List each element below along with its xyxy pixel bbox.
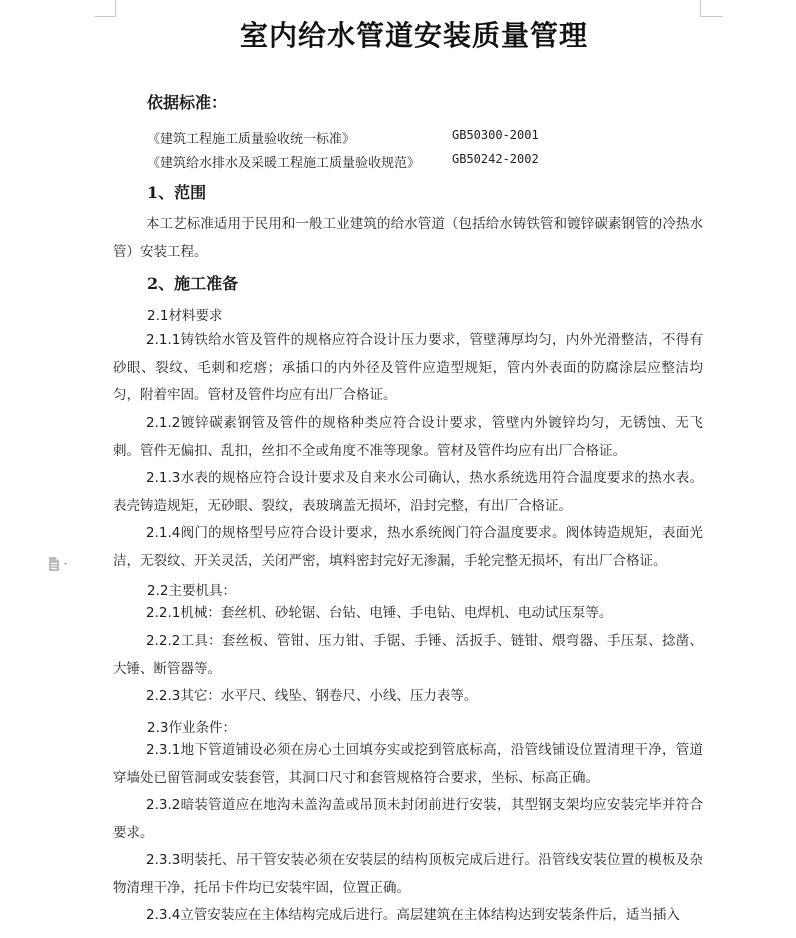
paragraph-2-2-2: 2.2.2工具：套丝板、管钳、压力钳、手锯、手锤、活扳手、链钳、煨弯器、手压泵、捻凿、大锤、断管器等。 (113, 633, 703, 677)
subheading-conditions: 2.3作业条件： (147, 720, 236, 736)
standard-name: 《建筑工程施工质量验收统一标准》 (147, 132, 356, 147)
paragraph-2-3-1: 2.3.1地下管道铺设必须在房心土回填夯实或挖到管底标高，沿管线铺设位置清理干净，管道穿墙处已留管洞或安装套管，其洞口尺寸和套管规格符合要求，坐标、标高正确。 (113, 742, 703, 786)
paragraph-2-1-2: 2.1.2镀锌碳素钢管及管件的规格种类应符合设计要求，管壁内外镀锌均匀，无锈蚀、无飞刺。管件无偏扣、乱扣，丝扣不全或角度不准等现象。管材及管件均应有出厂合格证。 (113, 415, 703, 459)
paragraph-2-2-1: 2.2.1机械：套丝机、砂轮锯、台钻、电锤、手电钻、电焊机、电动试压泵等。 (146, 605, 613, 621)
margin-document-button[interactable] (48, 556, 72, 570)
section-heading-scope: 1、范围 (147, 183, 207, 202)
standard-item (147, 152, 539, 171)
section-heading-preparation: 2、施工准备 (147, 274, 239, 293)
paragraph-2-1-1: 2.1.1铸铁给水管及管件的规格应符合设计压力要求，管壁薄厚均匀，内外光滑整洁，不得有砂眼、裂纹、毛刺和疙瘩；承插口的内外径及管件应造型规矩，管内外表面的防腐涂层应整洁均匀，附着牢固。管材及管件均应有出厂合格证。 (113, 332, 703, 403)
standard-item (147, 128, 539, 147)
basis-heading: 依据标准： (147, 93, 228, 112)
paragraph-2-2-3: 2.2.3其它：水平尺、线坠、钢卷尺、小线、压力表等。 (146, 688, 478, 704)
document-icon (48, 557, 72, 571)
paragraph-2-3-4: 2.3.4立管安装应在主体结构完成后进行。高层建筑在主体结构达到安装条件后，适当插入 (146, 907, 680, 923)
subheading-tools: 2.2主要机具： (147, 583, 236, 599)
paragraph-2-3-3: 2.3.3明装托、吊干管安装必须在安装层的结构顶板完成后进行。沿管线安装位置的模板及杂物清理干净，托吊卡件均已安装牢固，位置正确。 (113, 852, 703, 896)
standard-code: GB50242-2002 (452, 152, 539, 166)
document-title: 室内给水管道安装质量管理 (239, 19, 588, 52)
standard-code: GB50300-2001 (452, 128, 539, 142)
paragraph-2-1-3: 2.1.3水表的规格应符合设计要求及自来水公司确认，热水系统选用符合温度要求的热水表。表壳铸造规矩，无砂眼、裂纹，表玻璃盖无损坏，沿封完整，有出厂合格证。 (113, 470, 703, 514)
chevron-down-icon (64, 563, 67, 565)
standard-name: 《建筑给水排水及采暖工程施工质量验收规范》 (147, 156, 421, 171)
scope-paragraph: 本工艺标准适用于民用和一般工业建筑的给水管道（包括给水铸铁管和镀锌碳素钢管的冷热水管）安装工程。 (113, 216, 703, 260)
paragraph-2-3-2: 2.3.2暗装管道应在地沟未盖沟盖或吊顶未封闭前进行安装，其型钢支架均应安装完毕并符合要求。 (113, 797, 703, 841)
paragraph-2-1-4: 2.1.4阀门的规格型号应符合设计要求，热水系统阀门符合温度要求。阀体铸造规矩，表面光洁，无裂纹、开关灵活，关闭严密，填料密封完好无渗漏，手轮完整无损坏，有出厂合格证。 (113, 525, 703, 569)
subheading-materials: 2.1材料要求 (147, 308, 223, 324)
